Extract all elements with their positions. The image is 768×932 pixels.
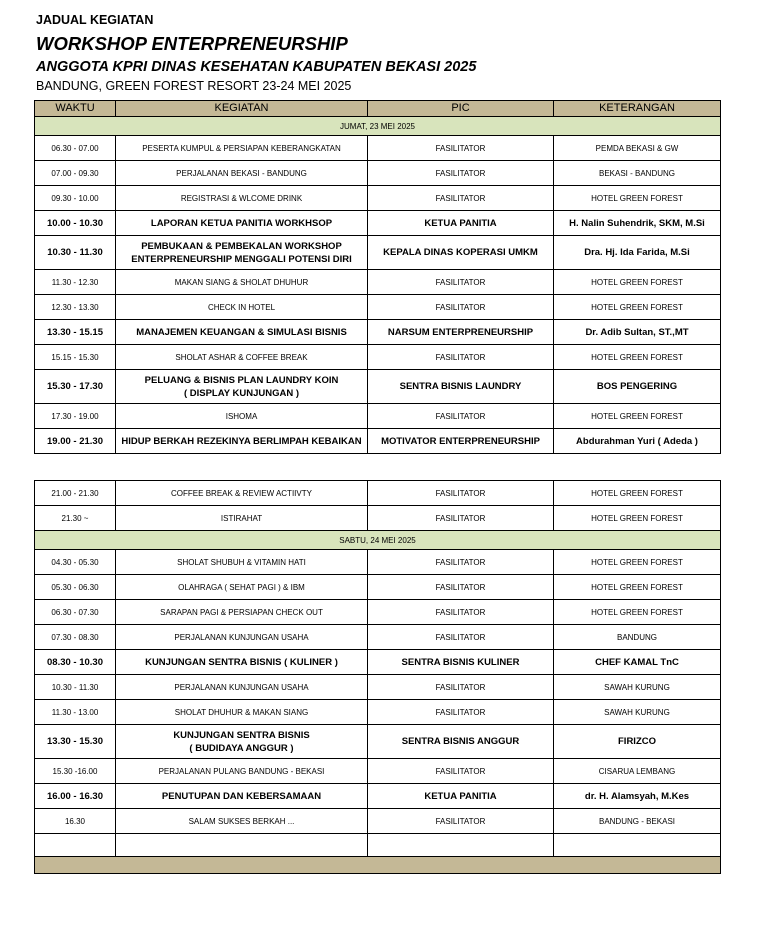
cell-waktu: 15.30 -16.00 [35,759,116,784]
cell-waktu: 11.30 - 13.00 [35,700,116,725]
table-row [35,136,721,161]
table-row [35,725,721,759]
cell-kegiatan: PERJALANAN KUNJUNGAN USAHA [116,625,368,650]
cell-pic: FASILITATOR [368,700,554,725]
cell-pic: NARSUM ENTERPRENEURSHIP [368,320,554,345]
table-row [35,429,721,454]
cell-pic: SENTRA BISNIS LAUNDRY [368,370,554,404]
cell-waktu: 15.30 - 17.30 [35,370,116,404]
cell-kegiatan: KUNJUNGAN SENTRA BISNIS ( BUDIDAYA ANGGUR ) [116,725,368,759]
footer-band-row [35,857,721,874]
cell-pic: FASILITATOR [368,575,554,600]
table-row [35,161,721,186]
footer-band [35,857,721,874]
col-header-kegiatan: KEGIATAN [116,101,368,117]
empty-cell [554,834,721,857]
cell-waktu: 16.00 - 16.30 [35,784,116,809]
cell-keterangan: CISARUA LEMBANG [554,759,721,784]
table-row [35,506,721,531]
cell-waktu: 17.30 - 19.00 [35,404,116,429]
table-header-row [35,101,721,117]
cell-keterangan: HOTEL GREEN FOREST [554,404,721,429]
cell-kegiatan: LAPORAN KETUA PANITIA WORKHSOP [116,211,368,236]
table-row [35,270,721,295]
cell-pic: FASILITATOR [368,295,554,320]
cell-pic: FASILITATOR [368,345,554,370]
table-row [35,345,721,370]
cell-pic: FASILITATOR [368,270,554,295]
cell-pic: FASILITATOR [368,161,554,186]
cell-keterangan: Dr. Adib Sultan, ST.,MT [554,320,721,345]
cell-waktu: 07.30 - 08.30 [35,625,116,650]
day-row [35,531,721,550]
cell-keterangan: BEKASI - BANDUNG [554,161,721,186]
cell-keterangan: SAWAH KURUNG [554,675,721,700]
cell-pic: FASILITATOR [368,404,554,429]
table-row [35,404,721,429]
cell-waktu: 21.30 ~ [35,506,116,531]
cell-waktu: 04.30 - 05.30 [35,550,116,575]
cell-keterangan: HOTEL GREEN FOREST [554,506,721,531]
cell-waktu: 13.30 - 15.15 [35,320,116,345]
cell-waktu: 13.30 - 15.30 [35,725,116,759]
table-row [35,320,721,345]
cell-pic: SENTRA BISNIS ANGGUR [368,725,554,759]
doc-heading: JADUAL KEGIATAN [36,13,154,27]
cell-keterangan: BOS PENGERING [554,370,721,404]
cell-pic: FASILITATOR [368,136,554,161]
cell-keterangan: CHEF KAMAL TnC [554,650,721,675]
col-header-pic: PIC [368,101,554,117]
cell-kegiatan: CHECK IN HOTEL [116,295,368,320]
table-row [35,759,721,784]
cell-pic: FASILITATOR [368,625,554,650]
cell-keterangan: HOTEL GREEN FOREST [554,345,721,370]
cell-waktu: 19.00 - 21.30 [35,429,116,454]
empty-row [35,834,721,857]
cell-waktu: 10.30 - 11.30 [35,236,116,270]
cell-waktu: 10.00 - 10.30 [35,211,116,236]
doc-subtitle: ANGGOTA KPRI DINAS KESEHATAN KABUPATEN BEKASI 2025 [36,59,477,75]
cell-pic: FASILITATOR [368,186,554,211]
table-row [35,186,721,211]
table-row [35,675,721,700]
cell-keterangan: FIRIZCO [554,725,721,759]
table-row [35,295,721,320]
day-label: JUMAT, 23 MEI 2025 [35,117,721,136]
table-row [35,600,721,625]
table-row [35,700,721,725]
table-row [35,236,721,270]
cell-waktu: 06.30 - 07.30 [35,600,116,625]
empty-cell [368,834,554,857]
cell-kegiatan: PERJALANAN KUNJUNGAN USAHA [116,675,368,700]
cell-keterangan: HOTEL GREEN FOREST [554,186,721,211]
cell-waktu: 06.30 - 07.00 [35,136,116,161]
schedule-table-day1 [34,100,721,454]
col-header-keterangan: KETERANGAN [554,101,721,117]
cell-kegiatan: SALAM SUKSES BERKAH ... [116,809,368,834]
cell-kegiatan: MANAJEMEN KEUANGAN & SIMULASI BISNIS [116,320,368,345]
cell-kegiatan: OLAHRAGA ( SEHAT PAGI ) & IBM [116,575,368,600]
cell-pic: SENTRA BISNIS KULINER [368,650,554,675]
table-row [35,481,721,506]
cell-keterangan: PEMDA BEKASI & GW [554,136,721,161]
doc-title: WORKSHOP ENTERPRENEURSHIP [36,33,348,54]
cell-keterangan: H. Nalin Suhendrik, SKM, M.Si [554,211,721,236]
empty-cell [116,834,368,857]
cell-waktu: 07.00 - 09.30 [35,161,116,186]
cell-pic: FASILITATOR [368,550,554,575]
day-row [35,117,721,136]
cell-pic: FASILITATOR [368,600,554,625]
cell-pic: FASILITATOR [368,675,554,700]
cell-keterangan: HOTEL GREEN FOREST [554,481,721,506]
cell-kegiatan: PEMBUKAAN & PEMBEKALAN WORKSHOP ENTERPRENEURSHIP MENGGALI POTENSI DIRI [116,236,368,270]
cell-keterangan: Dra. Hj. Ida Farida, M.Si [554,236,721,270]
cell-waktu: 15.15 - 15.30 [35,345,116,370]
cell-waktu: 21.00 - 21.30 [35,481,116,506]
empty-cell [35,834,116,857]
table-row [35,650,721,675]
cell-keterangan: HOTEL GREEN FOREST [554,270,721,295]
cell-keterangan: HOTEL GREEN FOREST [554,550,721,575]
cell-kegiatan: SHOLAT DHUHUR & MAKAN SIANG [116,700,368,725]
cell-waktu: 09.30 - 10.00 [35,186,116,211]
cell-kegiatan: SARAPAN PAGI & PERSIAPAN CHECK OUT [116,600,368,625]
cell-pic: FASILITATOR [368,759,554,784]
cell-kegiatan: REGISTRASI & WLCOME DRINK [116,186,368,211]
cell-keterangan: Abdurahman Yuri ( Adeda ) [554,429,721,454]
cell-waktu: 08.30 - 10.30 [35,650,116,675]
cell-kegiatan: ISHOMA [116,404,368,429]
cell-keterangan: dr. H. Alamsyah, M.Kes [554,784,721,809]
cell-kegiatan: SHOLAT SHUBUH & VITAMIN HATI [116,550,368,575]
table-row [35,211,721,236]
cell-keterangan: SAWAH KURUNG [554,700,721,725]
cell-keterangan: HOTEL GREEN FOREST [554,295,721,320]
cell-pic: FASILITATOR [368,481,554,506]
cell-waktu: 11.30 - 12.30 [35,270,116,295]
schedule-table-day2 [34,480,721,874]
day-label: SABTU, 24 MEI 2025 [35,531,721,550]
cell-kegiatan: PESERTA KUMPUL & PERSIAPAN KEBERANGKATAN [116,136,368,161]
cell-kegiatan: PELUANG & BISNIS PLAN LAUNDRY KOIN ( DISPLAY KUNJUNGAN ) [116,370,368,404]
cell-waktu: 16.30 [35,809,116,834]
cell-pic: MOTIVATOR ENTERPRENEURSHIP [368,429,554,454]
cell-kegiatan: MAKAN SIANG & SHOLAT DHUHUR [116,270,368,295]
cell-keterangan: HOTEL GREEN FOREST [554,600,721,625]
table-row [35,370,721,404]
cell-kegiatan: KUNJUNGAN SENTRA BISNIS ( KULINER ) [116,650,368,675]
cell-waktu: 12.30 - 13.30 [35,295,116,320]
cell-pic: FASILITATOR [368,506,554,531]
cell-pic: KETUA PANITIA [368,211,554,236]
cell-kegiatan: PERJALANAN BEKASI - BANDUNG [116,161,368,186]
cell-kegiatan: SHOLAT ASHAR & COFFEE BREAK [116,345,368,370]
table-row [35,784,721,809]
col-header-waktu: WAKTU [35,101,116,117]
cell-pic: FASILITATOR [368,809,554,834]
cell-waktu: 10.30 - 11.30 [35,675,116,700]
cell-kegiatan: COFFEE BREAK & REVIEW ACTIIVTY [116,481,368,506]
cell-kegiatan: PERJALANAN PULANG BANDUNG - BEKASI [116,759,368,784]
cell-keterangan: HOTEL GREEN FOREST [554,575,721,600]
cell-kegiatan: HIDUP BERKAH REZEKINYA BERLIMPAH KEBAIKAN [116,429,368,454]
table-row [35,809,721,834]
cell-keterangan: BANDUNG - BEKASI [554,809,721,834]
doc-location-date: BANDUNG, GREEN FOREST RESORT 23-24 MEI 2025 [36,79,352,93]
table-row [35,550,721,575]
cell-pic: KETUA PANITIA [368,784,554,809]
table-row [35,575,721,600]
cell-keterangan: BANDUNG [554,625,721,650]
cell-pic: KEPALA DINAS KOPERASI UMKM [368,236,554,270]
cell-kegiatan: PENUTUPAN DAN KEBERSAMAAN [116,784,368,809]
cell-waktu: 05.30 - 06.30 [35,575,116,600]
cell-kegiatan: ISTIRAHAT [116,506,368,531]
table-row [35,625,721,650]
